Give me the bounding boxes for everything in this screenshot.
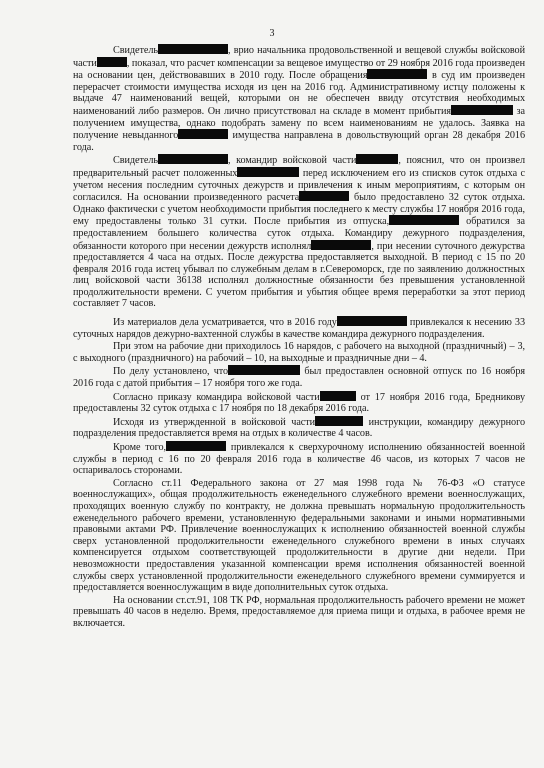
document-body — [73, 44, 525, 630]
paragraph-text: было предоставлено 32 суток отдыха. Однако фактически с учетом необходимости прибытия последнего к месту службы 17 ноября 2016 года, ему предоставлены только 31 сутки. После прибытия из отпуска, — [73, 192, 526, 228]
paragraph-text: Из материалов дела усматривается, что в 2016 году — [113, 317, 337, 329]
paragraph-text: Согласно приказу командира войсковой части — [113, 391, 320, 403]
paragraph-text: , врио начальника продовольственной и вещевой службы войсковой части — [73, 45, 525, 69]
paragraph-text: На основании ст.ст.91, 108 ТК РФ, нормальная продолжительность рабочего времени не может превышать 40 часов в неделю. Время, предоставляемое для приема пищи и отдыха, в рабочее время не включается. — [73, 594, 525, 629]
paragraph-duty-breakdown — [73, 341, 525, 364]
page-number: 3 — [269, 28, 275, 39]
redaction-bar — [228, 365, 300, 375]
paragraph-text: имущества направлена в довольствующий орган 28 декабря 2016 года. — [73, 130, 525, 153]
paragraph-text: Согласно ст.11 Федерального закона от 27 мая 1998 года № 76-ФЗ «О статусе военнослужащих», общая продолжительность еженедельного служебного времени военнослужащих, проходящих военную службу по контракту, не должна превышать нормальную продолжительность еженедельного рабочего времени, установленную федеральными законами и иными нормативными правовыми актами РФ. Привлечение военнослужащих к исполнению обязанностей военной службы сверх установленной продолжительности еженедельного служебного времени в иных случаях компенсируется отдыхом соответствующей продолжительности в другие дни недели. При невозможности предоставления указанной компенсации время исполнения обязанностей военной службы сверх установленной продолжительности еженедельного служебного времени суммируется и предоставляется военнослужащим в виде дополнительных суток отдыха. — [73, 477, 525, 594]
paragraph-text: , при несении суточного дежурства предоставляется 4 часа на отдых. После дежурства предоставляется выходной. В период с 15 по 20 февраля 2016 года истец убывал по служебным делам в г.Североморск, где по заявлению должностных лиц войсковой части 36138 исполнял должностные обязанности без превышения установленной продолжительности времени. С учетом прибытия и убытия общее время переработки за этот период составляет 7 часов. — [73, 240, 525, 310]
redaction-bar — [320, 391, 356, 401]
paragraph-text: , пояснил, что он произвел предварительный расчет положенных — [73, 155, 525, 179]
paragraph-text: инструкции, командиру дежурного подразделения предоставляется время на отдых в количестве 4 часов. — [73, 416, 525, 440]
paragraph-text: был предоставлен основной отпуск по 16 ноября 2016 года с датой прибытия – 17 ноября того же года. — [73, 366, 525, 390]
paragraph-text: Свидетель — [113, 155, 159, 167]
redaction-bar — [237, 167, 299, 177]
paragraph-text: перед исключением его из списков суток отдыха с учетом несения последним суточных дежурств и привлечения к иным мероприятиям, с которым он согласился. На основании произведенного расчета — [73, 167, 526, 204]
redaction-bar — [367, 69, 427, 79]
paragraph-overtime — [73, 441, 525, 477]
redaction-bar — [315, 416, 363, 426]
paragraph-text: обратился за предоставлением большего количества суток отдыха. Командиру дежурного подразделения, обязанности которого при несении дежурств исполнял — [73, 216, 525, 252]
paragraph-text: от 17 ноября 2016 года, Бредникову предоставлены 32 суток отдыха с 17 ноября по 18 декабря 2016 года. — [73, 391, 525, 415]
paragraph-text: По делу установлено, что — [113, 366, 229, 378]
redaction-bar — [158, 44, 228, 54]
redaction-bar — [451, 105, 513, 115]
paragraph-federal-law — [73, 478, 525, 594]
paragraph-text: Исходя из утвержденной в войсковой части — [113, 416, 316, 428]
paragraph-instruction-rest — [73, 416, 525, 440]
redaction-bar — [337, 316, 407, 326]
paragraph-duty-assignments — [73, 316, 525, 340]
redaction-bar — [97, 57, 127, 67]
paragraph-text: , командир войсковой части — [228, 155, 357, 167]
redaction-bar — [158, 154, 228, 164]
paragraph-text: При этом на рабочие дни приходилось 16 нарядов, с рабочего на выходной (праздничный) – 3, с выходного (праздничного) на рабочий – 10, на выходные и праздничные дни – 4. — [73, 341, 525, 364]
redaction-bar — [389, 215, 459, 225]
redaction-bar — [356, 154, 398, 164]
paragraph-text: за получением имущества, однако подобрать замену по всем наименованиям не удалось. Заявка на получение невыданного — [73, 105, 525, 142]
paragraph-text: привлекался к сверхурочному исполнению обязанностей военной службы в период с 16 по 20 февраля 2016 года в количестве 46 часов, из которых 7 часов не оспаривалось сторонами. — [73, 442, 525, 477]
redaction-bar — [299, 191, 349, 201]
paragraph-text: привлекался к несению 33 суточных нарядов дежурно-вахтенной службы в качестве командира дежурного подразделения. — [73, 317, 525, 340]
paragraph-witness-supply-chief — [73, 44, 525, 153]
redaction-bar — [178, 129, 228, 139]
paragraph-order-rest-days — [73, 391, 525, 415]
paragraph-text: в суд им произведен перерасчет стоимости имущества исходя из цен на 2016 год. Административному истцу положены к выдаче 47 наименований вещей, которыми он не обеспечен ввиду отсутствия необходимых наименований либо размеров. Он лично присутствовал на складе в момент прибытия — [73, 70, 525, 117]
paragraph-text: , показал, что расчет компенсации за вещевое имущество от 29 ноября 2016 года произведен на основании цен, действовавших в 2010 году. После обращения — [73, 57, 525, 82]
paragraph-witness-unit-commander — [73, 154, 525, 310]
paragraph-leave-granted — [73, 365, 525, 389]
redaction-bar — [166, 441, 226, 451]
redaction-bar — [311, 240, 371, 250]
paragraph-text: Кроме того, — [113, 442, 167, 453]
paragraph-labor-code — [73, 595, 525, 630]
paragraph-text: Свидетель — [113, 45, 159, 56]
